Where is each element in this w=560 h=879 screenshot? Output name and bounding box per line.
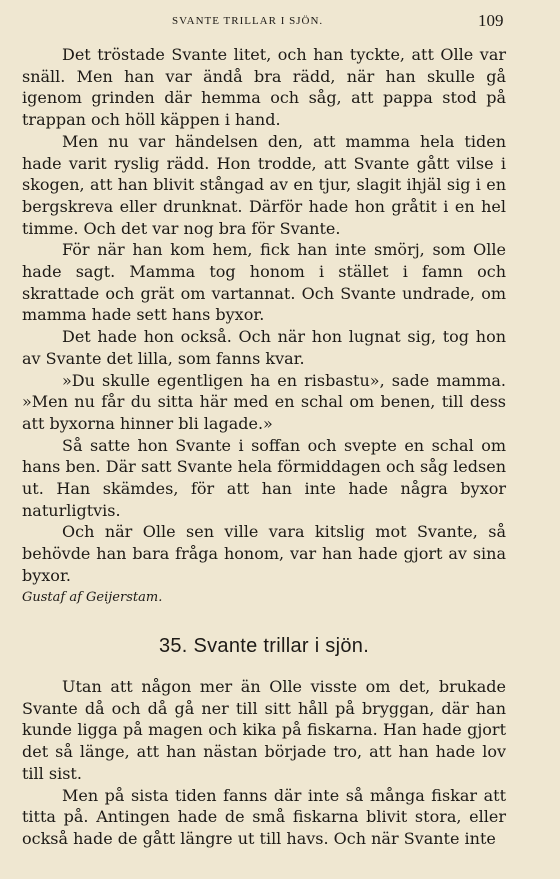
author-signature: Gustaf af Geijerstam. xyxy=(22,589,163,605)
running-title: SVANTE TRILLAR I SJÖN. xyxy=(172,15,324,27)
paragraph: »Du skulle egentligen ha en risbastu», sade mamma. »Men nu får du sitta här med en schal om benen, till dess att byxorna hinner bli lagade.» xyxy=(22,370,506,433)
paragraph: Och när Olle sen ville vara kitslig mot Svante, så behövde han bara fråga honom, var han hade gjort av sina byxor. xyxy=(22,522,506,585)
chapter-body xyxy=(22,676,506,850)
paragraph: Men nu var händelsen den, att mamma hela tiden hade varit ryslig rädd. Hon trodde, att Svante gått vilse i skogen, att han blivit stångad av en tjur, slagit ihjäl sig i en bergskreva eller drunknat. Därför hade hon gråtit i en hel timme. Och det var nog bra för Svante. xyxy=(22,131,506,238)
paragraph: Det hade hon också. Och när hon lugnat sig, tog hon av Svante det lilla, som fanns kvar. xyxy=(22,327,506,368)
paragraph: Det tröstade Svante litet, och han tyckte, att Olle var snäll. Men han var ändå bra rädd, när han skulle gå igenom grinden där hemma och såg, att pappa stod på trappan och höll käppen i hand. xyxy=(22,45,506,130)
story-ending xyxy=(22,44,506,608)
chapter-heading: 35. Svante trillar i sjön. xyxy=(158,635,370,657)
paragraph: Så satte hon Svante i soffan och svepte en schal om hans ben. Där satt Svante hela förmiddagen och såg ledsen ut. Han skämdes, för att han inte hade några byxor naturligtvis. xyxy=(22,435,506,520)
chapter-section xyxy=(22,635,506,850)
page-number: 109 xyxy=(478,11,504,30)
paragraph: Utan att någon mer än Olle visste om det, brukade Svante då och då gå ner till sitt håll på bryggan, där han kunde ligga på magen och kika på fiskarna. Han hade gjort det så länge, att han nästan började tro, att han hade lov till sist. xyxy=(22,677,506,783)
paragraph: För när han kom hem, fick han inte smörj, som Olle hade sagt. Mamma tog honom i stället i famn och skrattade och grät om vartannat. Och Svante undrade, om mamma hade sett hans byxor. xyxy=(22,240,506,325)
paragraph: Men på sista tiden fanns där inte så många fiskar att titta på. Antingen hade de små fiskarna blivit stora, eller också hade de gått längre ut till havs. Och när Svante inte xyxy=(22,785,506,848)
page-header xyxy=(0,10,560,32)
